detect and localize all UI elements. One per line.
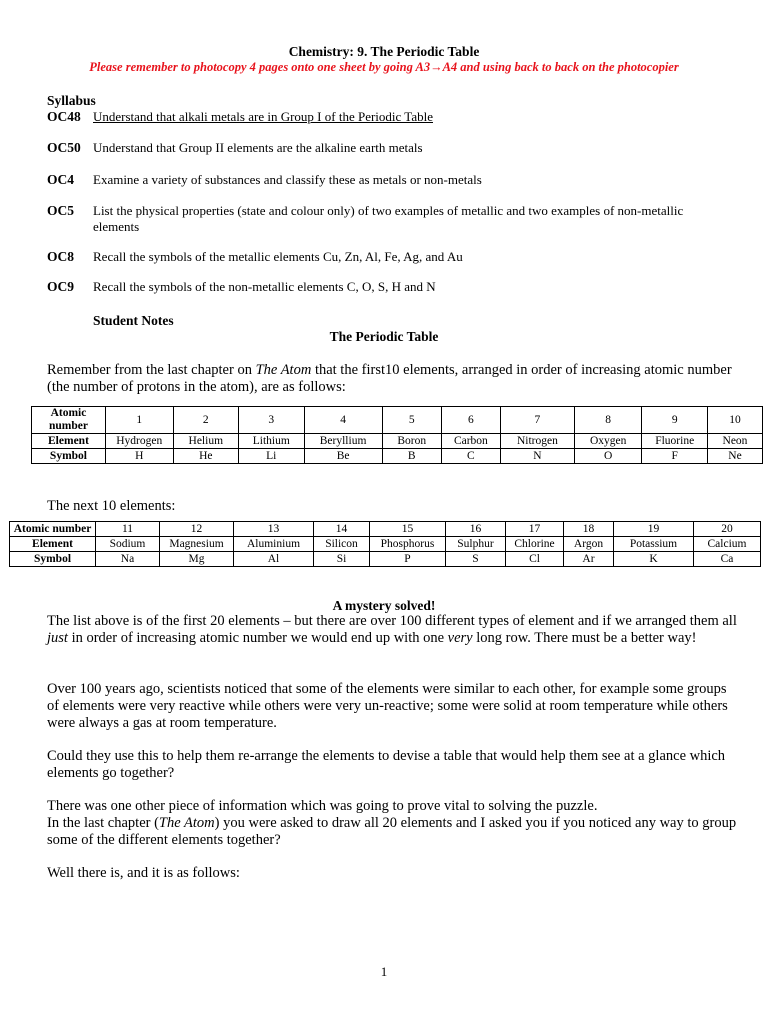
mystery-paragraph-3: Could they use this to help them re-arrange the elements to devise a table that would help them see at a glance which elements go together? [47, 748, 726, 781]
periodic-table-heading: The Periodic Table [329, 329, 439, 344]
outcome-code: OC5 [47, 203, 74, 218]
table-cell: 1 [105, 407, 173, 434]
table-cell: Si [314, 552, 370, 567]
table-cell: Neon [707, 434, 762, 449]
table-cell: He [173, 449, 238, 464]
table-cell: 17 [506, 522, 564, 537]
outcome-oc5 [47, 203, 697, 235]
table-cell: Magnesium [160, 537, 234, 552]
table-cell: 10 [707, 407, 762, 434]
table-cell: Sodium [96, 537, 160, 552]
table-cell: 2 [173, 407, 238, 434]
row-header: Symbol [10, 552, 96, 567]
table-cell: Oxygen [574, 434, 642, 449]
row-header: Atomic number [32, 407, 106, 434]
table-cell: Calcium [694, 537, 761, 552]
table-cell: Carbon [441, 434, 500, 449]
table-cell: Ar [564, 552, 614, 567]
atomic-number-row [10, 522, 761, 537]
element-row [32, 434, 763, 449]
table-cell: Helium [173, 434, 238, 449]
outcome-text: List the physical properties (state and colour only) of two examples of metallic and two examples of non-metallic elements [93, 203, 684, 234]
elements-table-11-20 [9, 521, 761, 567]
table-cell: 12 [160, 522, 234, 537]
outcome-code: OC9 [47, 279, 74, 294]
table-cell: Be [304, 449, 382, 464]
outcome-code: OC48 [47, 109, 81, 124]
table-cell: 4 [304, 407, 382, 434]
table-cell: Sulphur [446, 537, 506, 552]
document-title: Chemistry: 9. The Periodic Table [288, 44, 480, 59]
table-cell: 8 [574, 407, 642, 434]
table-cell: Mg [160, 552, 234, 567]
outcome-oc50 [47, 140, 727, 156]
table-cell: Cl [506, 552, 564, 567]
table-cell: P [370, 552, 446, 567]
table-cell: 7 [500, 407, 574, 434]
symbol-row [32, 449, 763, 464]
mystery-paragraph-1: The list above is of the first 20 elements – but there are over 100 different types of element and if we arranged them all just in order of increasing atomic number we would end up with one very long row. There must be a better way! [47, 613, 737, 646]
table-cell: 20 [694, 522, 761, 537]
outcome-code: OC4 [47, 172, 74, 187]
table-cell: S [446, 552, 506, 567]
outcome-text: Recall the symbols of the metallic elements Cu, Zn, Al, Fe, Ag, and Au [93, 249, 463, 264]
table-cell: Argon [564, 537, 614, 552]
intro-paragraph: Remember from the last chapter on The Atom that the first10 elements, arranged in order of increasing atomic number (the number of protons in the atom), are as follows: [47, 362, 732, 395]
table-cell: 13 [234, 522, 314, 537]
student-notes-heading: Student Notes [93, 313, 174, 328]
next-elements-label: The next 10 elements: [47, 498, 176, 514]
table-cell: 18 [564, 522, 614, 537]
table-cell: K [614, 552, 694, 567]
table-cell: Silicon [314, 537, 370, 552]
table-cell: Lithium [239, 434, 304, 449]
outcome-oc48 [47, 109, 727, 125]
table-cell: Beryllium [304, 434, 382, 449]
table-cell: N [500, 449, 574, 464]
table-cell: B [382, 449, 441, 464]
table-cell: H [105, 449, 173, 464]
outcome-text: Recall the symbols of the non-metallic elements C, O, S, H and N [93, 279, 436, 294]
table-cell: Na [96, 552, 160, 567]
table-cell: Phosphorus [370, 537, 446, 552]
table-cell: 3 [239, 407, 304, 434]
symbol-row [10, 552, 761, 567]
mystery-paragraph-2: Over 100 years ago, scientists noticed that some of the elements were similar to each other, for example some groups of elements were very reactive while others were very un-reactive; some were solid at room temperature while others were always a gas at room temperature. [47, 681, 728, 731]
outcome-text: Examine a variety of substances and classify these as metals or non-metals [93, 172, 482, 187]
table-cell: 6 [441, 407, 500, 434]
outcome-oc8 [47, 249, 727, 265]
row-header: Element [32, 434, 106, 449]
mystery-paragraph-4: There was one other piece of information which was going to prove vital to solving the puzzle. In the last chapter (The Atom) you were asked to draw all 20 elements and I asked you if you noticed any way to group some of the different elements together? [47, 798, 737, 848]
outcome-text: Understand that Group II elements are the alkaline earth metals [93, 140, 423, 155]
table-cell: O [574, 449, 642, 464]
atomic-number-row [32, 407, 763, 434]
table-cell: Al [234, 552, 314, 567]
table-cell: Hydrogen [105, 434, 173, 449]
outcome-code: OC8 [47, 249, 74, 264]
row-header: Symbol [32, 449, 106, 464]
mystery-heading: A mystery solved! [332, 598, 436, 613]
table-cell: C [441, 449, 500, 464]
elements-table-1-10 [31, 406, 763, 464]
table-cell: Li [239, 449, 304, 464]
outcome-code: OC50 [47, 140, 81, 155]
row-header: Atomic number [10, 522, 96, 537]
mystery-paragraph-5: Well there is, and it is as follows: [47, 865, 240, 881]
table-cell: 9 [642, 407, 707, 434]
table-cell: Ne [707, 449, 762, 464]
table-cell: 15 [370, 522, 446, 537]
table-cell: Nitrogen [500, 434, 574, 449]
table-cell: Chlorine [506, 537, 564, 552]
outcome-oc4 [47, 172, 727, 188]
row-header: Element [10, 537, 96, 552]
table-cell: 19 [614, 522, 694, 537]
table-cell: Ca [694, 552, 761, 567]
table-cell: Fluorine [642, 434, 707, 449]
outcome-text: Understand that alkali metals are in Group I of the Periodic Table [93, 109, 433, 124]
table-cell: 14 [314, 522, 370, 537]
table-cell: Potassium [614, 537, 694, 552]
table-cell: Aluminium [234, 537, 314, 552]
page-number: 1 [380, 964, 388, 979]
table-cell: 11 [96, 522, 160, 537]
table-cell: F [642, 449, 707, 464]
syllabus-heading: Syllabus [47, 93, 96, 108]
table-cell: 5 [382, 407, 441, 434]
table-cell: 16 [446, 522, 506, 537]
table-cell: Boron [382, 434, 441, 449]
outcome-oc9 [47, 279, 727, 295]
element-row [10, 537, 761, 552]
photocopy-notice: Please remember to photocopy 4 pages onto one sheet by going A3→A4 and using back to back on the photocopier [89, 60, 679, 74]
